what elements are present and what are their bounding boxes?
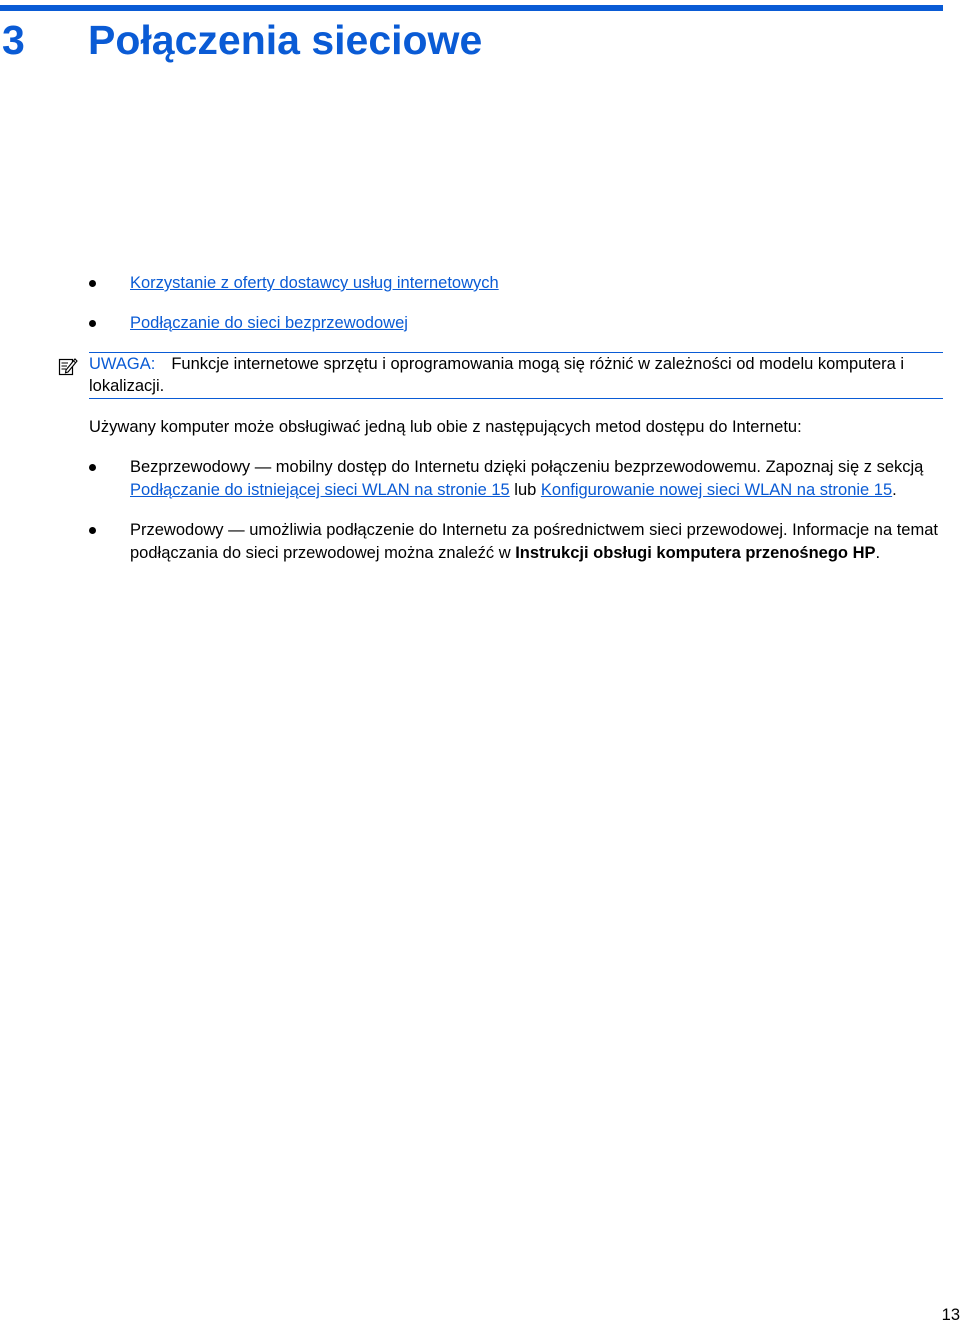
note-label: UWAGA: bbox=[89, 355, 156, 373]
link-wireless-connect[interactable]: Podłączanie do sieci bezprzewodowej bbox=[130, 314, 408, 332]
access-method-list bbox=[0, 456, 943, 582]
bullet-icon bbox=[89, 527, 96, 534]
link-wlan-new[interactable]: Konfigurowanie nowej sieci WLAN na stronie 15 bbox=[540, 481, 893, 499]
chapter-title: Połączenia sieciowe bbox=[88, 17, 483, 63]
list-item-wired bbox=[0, 519, 943, 565]
intro-paragraph: Używany komputer może obsługiwać jedną lub obie z następujących metod dostępu do Internetu: bbox=[89, 418, 802, 436]
note-text: Funkcje internetowe sprzętu i oprogramowania mogą się różnić w zależności od modelu komputera i lokalizacji. bbox=[89, 355, 905, 395]
chapter-number: 3 bbox=[2, 17, 25, 63]
wired-manual-title: Instrukcji obsługi komputera przenośnego HP bbox=[515, 544, 876, 562]
bullet-icon bbox=[89, 464, 96, 471]
note-box bbox=[0, 352, 943, 399]
bullet-icon bbox=[89, 320, 96, 327]
link-wlan-existing[interactable]: Podłączanie do istniejącej sieci WLAN na stronie 15 bbox=[130, 481, 510, 499]
list-item bbox=[0, 312, 943, 335]
note-pencil-icon bbox=[58, 356, 78, 376]
note-bottom-divider bbox=[89, 398, 943, 399]
wired-text-2: . bbox=[875, 544, 881, 562]
bullet-icon bbox=[89, 280, 96, 287]
wireless-text-1: Bezprzewodowy — mobilny dostęp do Internetu dzięki połączeniu bezprzewodowemu. Zapoznaj się z sekcją bbox=[130, 458, 924, 476]
list-item bbox=[0, 272, 943, 295]
top-rule bbox=[0, 5, 943, 11]
wired-text-1: Przewodowy — umożliwia podłączenie do Internetu za pośrednictwem sieci przewodowej. Informacje na temat podłączania do sieci przewodowej można znaleźć w bbox=[130, 521, 938, 562]
topic-link-list bbox=[0, 272, 943, 352]
note-text-block bbox=[89, 353, 939, 397]
wireless-text-2: lub bbox=[509, 481, 541, 499]
list-item-wireless bbox=[0, 456, 943, 502]
page-number: 13 bbox=[941, 1306, 960, 1324]
link-isp[interactable]: Korzystanie z oferty dostawcy usług internetowych bbox=[130, 274, 499, 292]
wireless-text-3: . bbox=[892, 481, 897, 499]
